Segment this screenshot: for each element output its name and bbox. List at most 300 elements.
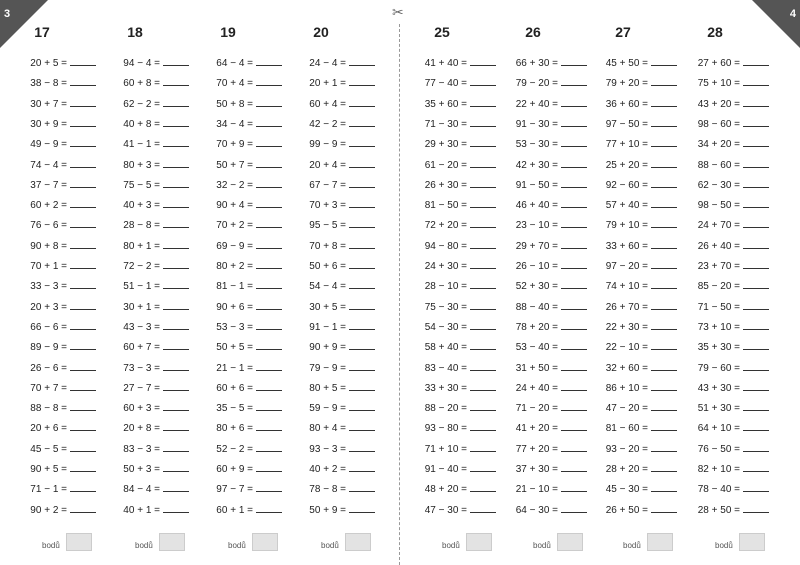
- answer-blank[interactable]: [256, 279, 282, 289]
- answer-blank[interactable]: [349, 381, 375, 391]
- answer-blank[interactable]: [651, 218, 677, 228]
- answer-blank[interactable]: [163, 218, 189, 228]
- answer-blank[interactable]: [651, 76, 677, 86]
- answer-blank[interactable]: [470, 442, 496, 452]
- answer-blank[interactable]: [561, 421, 587, 431]
- problem-expression: 92 − 60 =: [605, 179, 648, 191]
- answer-blank[interactable]: [651, 381, 677, 391]
- answer-blank[interactable]: [561, 158, 587, 168]
- answer-blank[interactable]: [349, 76, 375, 86]
- answer-blank[interactable]: [470, 462, 496, 472]
- answer-blank[interactable]: [743, 300, 769, 310]
- answer-blank[interactable]: [256, 462, 282, 472]
- answer-blank[interactable]: [163, 56, 189, 66]
- answer-blank[interactable]: [349, 401, 375, 411]
- answer-blank[interactable]: [349, 259, 375, 269]
- problem-row: [695, 340, 769, 356]
- answer-blank[interactable]: [561, 117, 587, 127]
- answer-blank[interactable]: [743, 137, 769, 147]
- problem-expression: 28 + 50 =: [697, 504, 740, 516]
- answer-blank[interactable]: [163, 361, 189, 371]
- answer-blank[interactable]: [349, 361, 375, 371]
- problem-expression: 62 − 30 =: [697, 179, 740, 191]
- answer-blank[interactable]: [561, 218, 587, 228]
- answer-blank[interactable]: [470, 137, 496, 147]
- answer-blank[interactable]: [561, 178, 587, 188]
- answer-blank[interactable]: [163, 117, 189, 127]
- problem-row: [513, 218, 587, 234]
- score-box[interactable]: [647, 533, 673, 551]
- problem-expression: 71 − 30 =: [424, 118, 467, 130]
- answer-blank[interactable]: [256, 340, 282, 350]
- answer-blank[interactable]: [70, 56, 96, 66]
- score-box[interactable]: [159, 533, 185, 551]
- answer-blank[interactable]: [470, 259, 496, 269]
- answer-blank[interactable]: [470, 300, 496, 310]
- answer-blank[interactable]: [743, 239, 769, 249]
- problem-expression: 78 − 8 =: [309, 484, 346, 496]
- exercise-number: 26: [525, 24, 541, 40]
- answer-blank[interactable]: [470, 421, 496, 431]
- answer-blank[interactable]: [743, 198, 769, 208]
- answer-blank[interactable]: [743, 279, 769, 289]
- answer-blank[interactable]: [163, 158, 189, 168]
- answer-blank[interactable]: [561, 239, 587, 249]
- answer-blank[interactable]: [743, 482, 769, 492]
- problem-row: [422, 239, 496, 255]
- problem-expression: 86 + 10 =: [605, 382, 648, 394]
- problem-row: [695, 503, 769, 519]
- answer-blank[interactable]: [651, 117, 677, 127]
- problem-row: [603, 259, 677, 275]
- answer-blank[interactable]: [651, 482, 677, 492]
- problem-expression: 79 − 9 =: [309, 362, 346, 374]
- score-box[interactable]: [66, 533, 92, 551]
- answer-blank[interactable]: [470, 76, 496, 86]
- answer-blank[interactable]: [256, 158, 282, 168]
- problem-row: [422, 259, 496, 275]
- problem-expression: 90 + 5 =: [30, 464, 67, 475]
- problem-row: [695, 239, 769, 255]
- problem-row: [513, 198, 587, 214]
- problem-expression: 60 + 7 =: [123, 342, 160, 354]
- exercise-number: 17: [34, 24, 50, 40]
- answer-blank[interactable]: [651, 503, 677, 513]
- answer-blank[interactable]: [743, 218, 769, 228]
- answer-blank[interactable]: [349, 117, 375, 127]
- answer-blank[interactable]: [651, 178, 677, 188]
- problem-expression: 97 − 50 =: [605, 118, 648, 130]
- problem-expression: 34 − 4 =: [216, 118, 253, 130]
- problem-row: [115, 279, 189, 295]
- score-box[interactable]: [739, 533, 765, 551]
- problem-row: [603, 381, 677, 397]
- answer-blank[interactable]: [256, 218, 282, 228]
- problem-row: [115, 462, 189, 478]
- answer-blank[interactable]: [70, 462, 96, 472]
- answer-blank[interactable]: [163, 503, 189, 513]
- problem-row: [513, 340, 587, 356]
- problem-expression: 60 + 2 =: [30, 200, 67, 212]
- problem-row: [422, 137, 496, 153]
- problem-expression: 88 − 60 =: [697, 159, 740, 171]
- problem-expression: 23 − 10 =: [515, 220, 558, 232]
- answer-blank[interactable]: [743, 381, 769, 391]
- problem-expression: 98 − 60 =: [697, 118, 740, 130]
- problem-expression: 67 − 7 =: [309, 179, 346, 191]
- problem-expression: 29 + 30 =: [424, 139, 467, 151]
- answer-blank[interactable]: [163, 421, 189, 431]
- problem-expression: 88 − 40 =: [515, 301, 558, 313]
- answer-blank[interactable]: [70, 503, 96, 513]
- answer-blank[interactable]: [743, 97, 769, 107]
- answer-blank[interactable]: [470, 158, 496, 168]
- answer-blank[interactable]: [256, 117, 282, 127]
- problem-expression: 24 + 30 =: [424, 261, 467, 272]
- answer-blank[interactable]: [651, 401, 677, 411]
- problem-row: [422, 218, 496, 234]
- answer-blank[interactable]: [256, 442, 282, 452]
- answer-blank[interactable]: [256, 503, 282, 513]
- answer-blank[interactable]: [349, 462, 375, 472]
- score-label: bodů: [533, 541, 551, 550]
- problem-expression: 30 + 1 =: [123, 301, 160, 313]
- answer-blank[interactable]: [256, 239, 282, 249]
- problem-expression: 79 − 20 =: [515, 78, 558, 90]
- problem-row: [422, 482, 496, 498]
- answer-blank[interactable]: [163, 320, 189, 330]
- answer-blank[interactable]: [70, 158, 96, 168]
- answer-blank[interactable]: [70, 76, 96, 86]
- problem-expression: 70 + 1 =: [30, 261, 67, 272]
- problem-row: [513, 158, 587, 174]
- answer-blank[interactable]: [70, 381, 96, 391]
- problem-expression: 30 + 9 =: [30, 118, 67, 130]
- answer-blank[interactable]: [561, 300, 587, 310]
- answer-blank[interactable]: [256, 97, 282, 107]
- problem-row: [513, 462, 587, 478]
- answer-blank[interactable]: [349, 158, 375, 168]
- answer-blank[interactable]: [256, 421, 282, 431]
- problem-expression: 53 − 30 =: [515, 139, 558, 151]
- answer-blank[interactable]: [470, 239, 496, 249]
- answer-blank[interactable]: [163, 76, 189, 86]
- answer-blank[interactable]: [651, 279, 677, 289]
- answer-blank[interactable]: [470, 503, 496, 513]
- answer-blank[interactable]: [70, 259, 96, 269]
- problem-row: [208, 300, 282, 316]
- problem-row: [115, 56, 189, 72]
- answer-blank[interactable]: [163, 137, 189, 147]
- answer-blank[interactable]: [470, 56, 496, 66]
- problem-row: [301, 482, 375, 498]
- problem-row: [513, 76, 587, 92]
- answer-blank[interactable]: [163, 97, 189, 107]
- answer-blank[interactable]: [70, 300, 96, 310]
- answer-blank[interactable]: [470, 401, 496, 411]
- answer-blank[interactable]: [349, 340, 375, 350]
- problem-row: [22, 97, 96, 113]
- answer-blank[interactable]: [651, 462, 677, 472]
- problem-row: [22, 381, 96, 397]
- answer-blank[interactable]: [651, 340, 677, 350]
- answer-blank[interactable]: [470, 482, 496, 492]
- answer-blank[interactable]: [70, 442, 96, 452]
- problem-expression: 75 − 30 =: [424, 301, 467, 313]
- problem-expression: 45 − 5 =: [30, 443, 67, 455]
- answer-blank[interactable]: [70, 137, 96, 147]
- answer-blank[interactable]: [163, 462, 189, 472]
- problem-row: [22, 320, 96, 336]
- problem-row: [208, 137, 282, 153]
- problem-expression: 42 − 2 =: [309, 118, 346, 130]
- answer-blank[interactable]: [163, 340, 189, 350]
- problem-expression: 78 + 20 =: [515, 321, 558, 333]
- answer-blank[interactable]: [470, 340, 496, 350]
- answer-blank[interactable]: [561, 259, 587, 269]
- answer-blank[interactable]: [349, 279, 375, 289]
- problem-expression: 91 − 30 =: [515, 118, 558, 130]
- answer-blank[interactable]: [561, 76, 587, 86]
- problem-expression: 33 + 30 =: [424, 382, 467, 394]
- problem-expression: 90 + 9 =: [309, 342, 346, 354]
- problem-expression: 60 + 9 =: [216, 464, 253, 475]
- problem-expression: 71 − 1 =: [30, 484, 67, 496]
- problem-expression: 45 + 50 =: [605, 58, 648, 69]
- answer-blank[interactable]: [349, 198, 375, 208]
- problem-row: [603, 361, 677, 377]
- problem-row: [695, 300, 769, 316]
- answer-blank[interactable]: [163, 239, 189, 249]
- problem-row: [301, 76, 375, 92]
- answer-blank[interactable]: [256, 198, 282, 208]
- score-box[interactable]: [345, 533, 371, 551]
- problem-expression: 66 − 6 =: [30, 321, 67, 333]
- answer-blank[interactable]: [651, 239, 677, 249]
- answer-blank[interactable]: [256, 76, 282, 86]
- answer-blank[interactable]: [163, 401, 189, 411]
- answer-blank[interactable]: [561, 503, 587, 513]
- answer-blank[interactable]: [163, 259, 189, 269]
- answer-blank[interactable]: [349, 503, 375, 513]
- answer-blank[interactable]: [651, 259, 677, 269]
- answer-blank[interactable]: [349, 97, 375, 107]
- answer-blank[interactable]: [70, 218, 96, 228]
- problem-row: [22, 56, 96, 72]
- answer-blank[interactable]: [743, 442, 769, 452]
- problem-expression: 81 − 50 =: [424, 200, 467, 212]
- answer-blank[interactable]: [651, 137, 677, 147]
- answer-blank[interactable]: [70, 401, 96, 411]
- answer-blank[interactable]: [70, 178, 96, 188]
- problem-row: [22, 361, 96, 377]
- answer-blank[interactable]: [651, 442, 677, 452]
- answer-blank[interactable]: [70, 279, 96, 289]
- problem-expression: 76 − 50 =: [697, 443, 740, 455]
- problem-row: [603, 178, 677, 194]
- answer-blank[interactable]: [743, 503, 769, 513]
- answer-blank[interactable]: [651, 56, 677, 66]
- answer-blank[interactable]: [470, 279, 496, 289]
- answer-blank[interactable]: [163, 442, 189, 452]
- answer-blank[interactable]: [651, 198, 677, 208]
- answer-blank[interactable]: [561, 56, 587, 66]
- answer-blank[interactable]: [470, 320, 496, 330]
- answer-blank[interactable]: [349, 218, 375, 228]
- answer-blank[interactable]: [470, 361, 496, 371]
- score-box[interactable]: [252, 533, 278, 551]
- problem-expression: 70 + 9 =: [216, 139, 253, 151]
- answer-blank[interactable]: [743, 178, 769, 188]
- problem-row: [513, 279, 587, 295]
- score-box[interactable]: [557, 533, 583, 551]
- problem-expression: 70 + 2 =: [216, 220, 253, 232]
- answer-blank[interactable]: [743, 320, 769, 330]
- answer-blank[interactable]: [163, 482, 189, 492]
- problem-expression: 81 − 1 =: [216, 281, 253, 293]
- answer-blank[interactable]: [163, 178, 189, 188]
- answer-blank[interactable]: [349, 239, 375, 249]
- problem-expression: 20 + 5 =: [30, 58, 67, 69]
- answer-blank[interactable]: [256, 381, 282, 391]
- problem-row: [208, 361, 282, 377]
- answer-blank[interactable]: [163, 198, 189, 208]
- answer-blank[interactable]: [256, 320, 282, 330]
- answer-blank[interactable]: [743, 462, 769, 472]
- problem-row: [513, 239, 587, 255]
- problem-expression: 77 − 40 =: [424, 78, 467, 90]
- exercise-column-18: [115, 0, 205, 565]
- problem-row: [115, 300, 189, 316]
- problem-expression: 80 + 2 =: [216, 261, 253, 272]
- page-number-right: 4: [789, 8, 796, 20]
- answer-blank[interactable]: [470, 117, 496, 127]
- answer-blank[interactable]: [70, 117, 96, 127]
- answer-blank[interactable]: [561, 462, 587, 472]
- answer-blank[interactable]: [349, 178, 375, 188]
- answer-blank[interactable]: [743, 401, 769, 411]
- answer-blank[interactable]: [349, 137, 375, 147]
- problem-row: [695, 361, 769, 377]
- answer-blank[interactable]: [256, 482, 282, 492]
- answer-blank[interactable]: [256, 137, 282, 147]
- answer-blank[interactable]: [70, 97, 96, 107]
- problem-row: [695, 401, 769, 417]
- answer-blank[interactable]: [349, 320, 375, 330]
- answer-blank[interactable]: [561, 482, 587, 492]
- answer-blank[interactable]: [561, 340, 587, 350]
- answer-blank[interactable]: [651, 361, 677, 371]
- answer-blank[interactable]: [743, 340, 769, 350]
- answer-blank[interactable]: [256, 56, 282, 66]
- answer-blank[interactable]: [470, 178, 496, 188]
- answer-blank[interactable]: [651, 300, 677, 310]
- scissors-icon: ✂: [392, 4, 404, 20]
- answer-blank[interactable]: [349, 482, 375, 492]
- answer-blank[interactable]: [256, 361, 282, 371]
- answer-blank[interactable]: [470, 198, 496, 208]
- problem-expression: 26 + 50 =: [605, 504, 648, 516]
- answer-blank[interactable]: [651, 97, 677, 107]
- answer-blank[interactable]: [256, 178, 282, 188]
- problem-row: [208, 482, 282, 498]
- answer-blank[interactable]: [163, 381, 189, 391]
- answer-blank[interactable]: [561, 442, 587, 452]
- problem-row: [115, 401, 189, 417]
- answer-blank[interactable]: [470, 97, 496, 107]
- answer-blank[interactable]: [470, 381, 496, 391]
- answer-blank[interactable]: [70, 239, 96, 249]
- score-label: bodů: [228, 541, 246, 550]
- problem-expression: 54 − 30 =: [424, 321, 467, 333]
- problem-row: [422, 198, 496, 214]
- problem-row: [301, 117, 375, 133]
- answer-blank[interactable]: [743, 56, 769, 66]
- answer-blank[interactable]: [651, 421, 677, 431]
- answer-blank[interactable]: [256, 401, 282, 411]
- answer-blank[interactable]: [651, 158, 677, 168]
- problem-expression: 72 + 20 =: [424, 220, 467, 232]
- answer-blank[interactable]: [743, 259, 769, 269]
- answer-blank[interactable]: [70, 320, 96, 330]
- answer-blank[interactable]: [561, 97, 587, 107]
- answer-blank[interactable]: [70, 421, 96, 431]
- answer-blank[interactable]: [743, 117, 769, 127]
- answer-blank[interactable]: [743, 76, 769, 86]
- score-label: bodů: [321, 541, 339, 550]
- score-box[interactable]: [466, 533, 492, 551]
- answer-blank[interactable]: [561, 401, 587, 411]
- answer-blank[interactable]: [651, 320, 677, 330]
- answer-blank[interactable]: [349, 56, 375, 66]
- answer-blank[interactable]: [256, 300, 282, 310]
- answer-blank[interactable]: [743, 421, 769, 431]
- answer-blank[interactable]: [70, 340, 96, 350]
- answer-blank[interactable]: [70, 361, 96, 371]
- answer-blank[interactable]: [349, 421, 375, 431]
- answer-blank[interactable]: [561, 361, 587, 371]
- problem-row: [422, 56, 496, 72]
- answer-blank[interactable]: [349, 442, 375, 452]
- problem-expression: 41 − 1 =: [123, 139, 160, 151]
- answer-blank[interactable]: [70, 482, 96, 492]
- answer-blank[interactable]: [70, 198, 96, 208]
- answer-blank[interactable]: [561, 381, 587, 391]
- answer-blank[interactable]: [349, 300, 375, 310]
- problem-row: [301, 198, 375, 214]
- answer-blank[interactable]: [470, 218, 496, 228]
- problem-expression: 70 + 8 =: [309, 240, 346, 252]
- answer-blank[interactable]: [561, 279, 587, 289]
- problem-row: [208, 97, 282, 113]
- answer-blank[interactable]: [561, 198, 587, 208]
- problem-expression: 26 − 6 =: [30, 362, 67, 374]
- problem-expression: 53 − 40 =: [515, 342, 558, 354]
- problem-expression: 50 + 6 =: [309, 261, 346, 272]
- problem-row: [695, 117, 769, 133]
- answer-blank[interactable]: [561, 320, 587, 330]
- answer-blank[interactable]: [561, 137, 587, 147]
- answer-blank[interactable]: [163, 279, 189, 289]
- answer-blank[interactable]: [743, 361, 769, 371]
- problem-expression: 97 − 7 =: [216, 484, 253, 496]
- answer-blank[interactable]: [743, 158, 769, 168]
- problem-row: [422, 76, 496, 92]
- answer-blank[interactable]: [163, 300, 189, 310]
- problem-expression: 24 + 70 =: [697, 220, 740, 232]
- answer-blank[interactable]: [256, 259, 282, 269]
- problem-expression: 51 − 1 =: [123, 281, 160, 293]
